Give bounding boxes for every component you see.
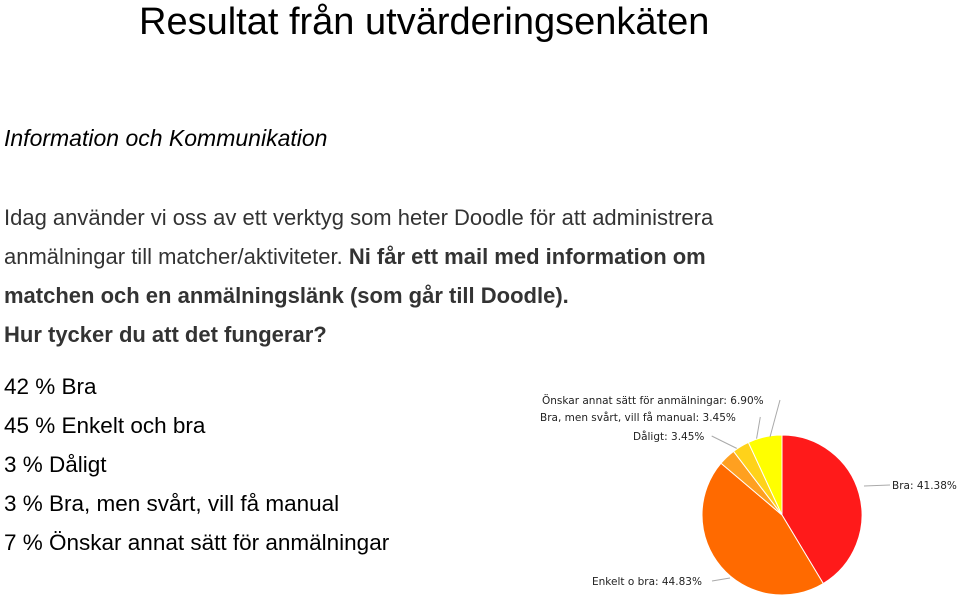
section-subtitle: Information och Kommunikation: [4, 125, 328, 151]
question-line-2-normal: anmälningar till matcher/aktiviteter.: [4, 244, 343, 269]
result-item: 3 % Dåligt: [4, 452, 107, 477]
results-list: [4, 367, 389, 562]
question-line-3: matchen och en anmälningslänk (som går till Doodle).: [4, 283, 569, 308]
pie-slice-label: Bra, men svårt, vill få manual: 3.45%: [540, 412, 736, 424]
result-item: 42 % Bra: [4, 374, 97, 399]
question-line-4: Hur tycker du att det fungerar?: [4, 322, 327, 347]
pie-slice-label: Önskar annat sätt för anmälningar: 6.90%: [542, 395, 764, 407]
page-title: Resultat från utvärderingsenkäten: [139, 1, 710, 43]
survey-question: [4, 198, 954, 354]
pie-leader-line: [770, 400, 780, 437]
question-line-2: [4, 237, 954, 276]
pie-leader-line: [712, 578, 730, 581]
result-item: 45 % Enkelt och bra: [4, 413, 206, 438]
pie-chart-svg: [530, 380, 960, 597]
question-line-1: Idag använder vi oss av ett verktyg som heter Doodle för att administrera: [4, 205, 714, 230]
question-line-2-bold: Ni får ett mail med information om: [342, 244, 706, 269]
pie-slice-label: Dåligt: 3.45%: [633, 431, 705, 443]
pie-slice-label: Enkelt o bra: 44.83%: [592, 576, 702, 588]
pie-slice-label: Bra: 41.38%: [892, 480, 957, 492]
pie-chart: [530, 380, 960, 597]
result-item: 3 % Bra, men svårt, vill få manual: [4, 491, 340, 516]
result-item: 7 % Önskar annat sätt för anmälningar: [4, 530, 390, 555]
pie-leader-line: [864, 485, 890, 486]
